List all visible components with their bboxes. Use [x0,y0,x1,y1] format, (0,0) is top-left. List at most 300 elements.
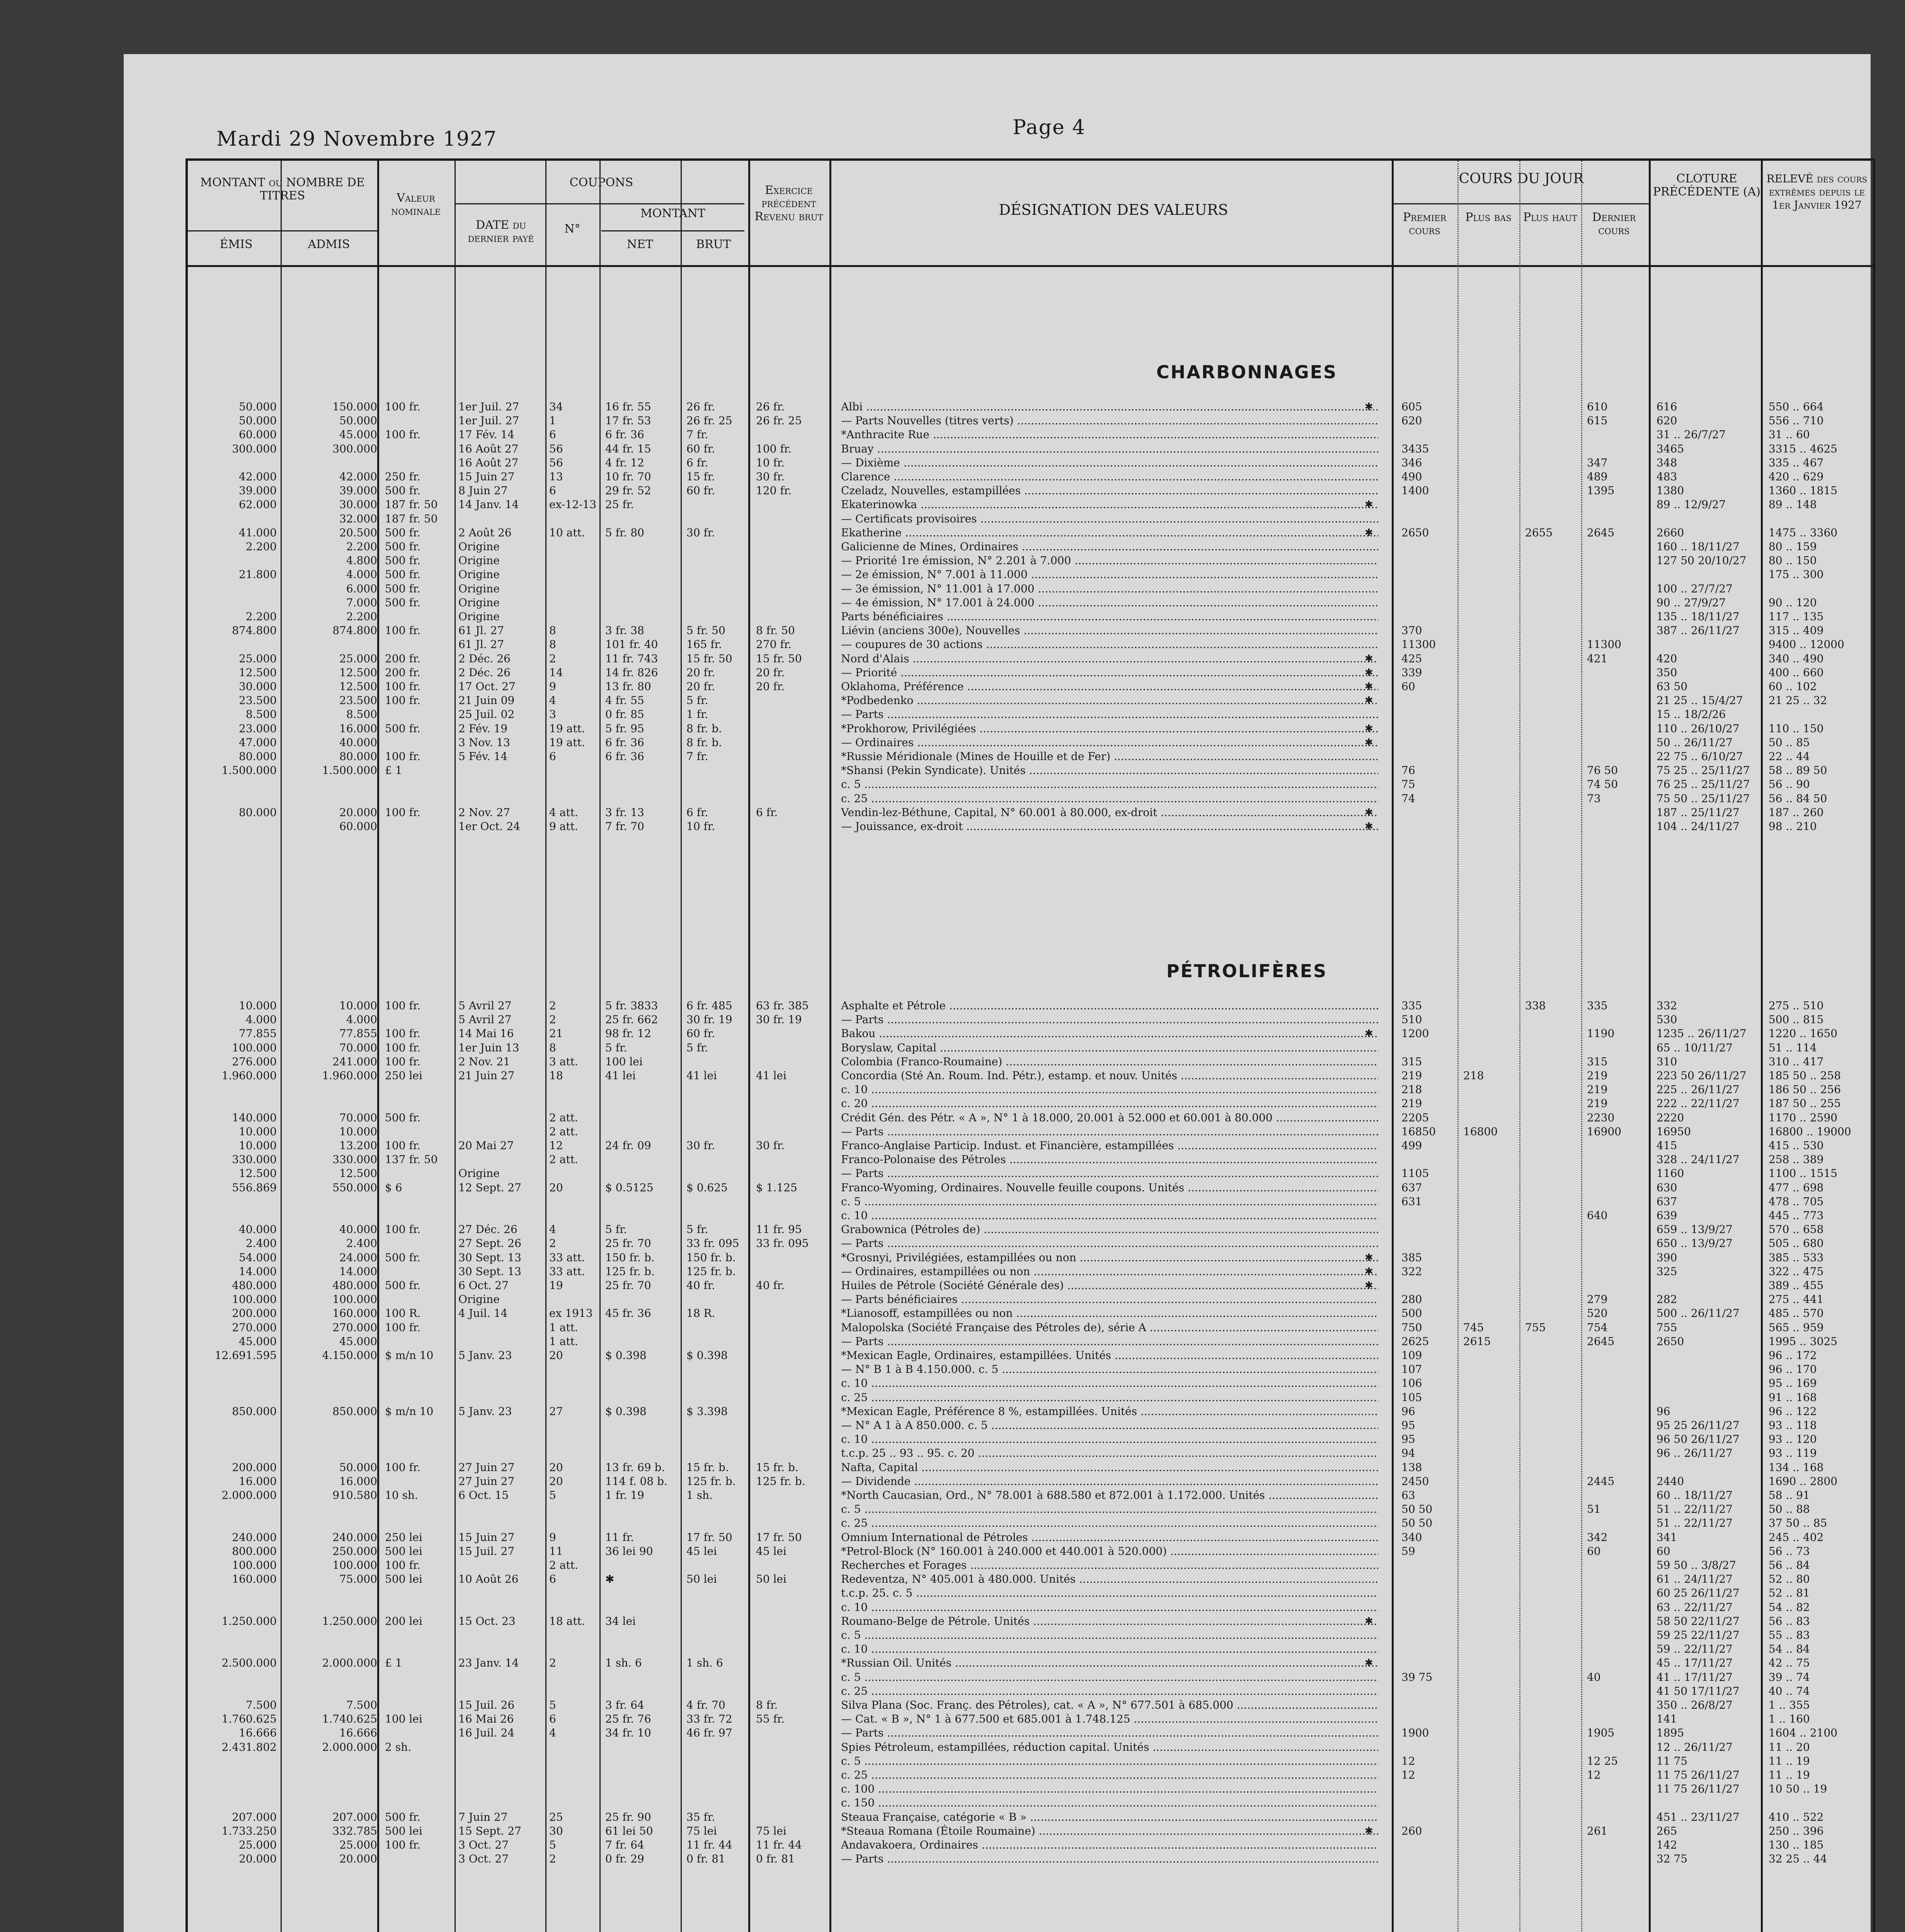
cell-nominal: 187 fr. 50 [385,512,438,525]
cell-premier-cours: 1400 [1401,484,1429,497]
cell-admis: 100.000 [332,1293,377,1306]
cell-cloture: 127 50 20/10/27 [1656,554,1747,567]
header-no: N° [564,222,581,236]
cell-designation: — Parts ..... [841,1125,1378,1138]
cell-designation: — Certificats provisoires ..... [841,512,1378,526]
cell-emis: 21.800 [239,568,277,581]
cell-dernier-cours: 1190 [1587,1027,1615,1040]
cell-premier-cours: 370 [1401,624,1422,637]
cell-releve: 3315 .. 4625 [1769,442,1838,455]
cell-designation: *Russie Méridionale (Mines de Houille et de Fer) ..... [841,750,1378,763]
cell-coupon-net: 4 fr. 55 [605,694,644,707]
cell-coupon-net: 11 fr. [605,1531,634,1544]
cell-coupon-no: 6 [549,484,556,497]
cell-admis: 13.200 [339,1139,377,1152]
cell-designation: *North Caucasian, Ord., N° 78.001 à 688.580 et 872.001 à 1.172.000. Unités ..... [841,1489,1378,1502]
cell-emis: 2.000.000 [221,1489,277,1502]
cell-emis: 12.691.595 [215,1349,277,1362]
cell-dernier-cours: 489 [1587,470,1608,483]
cell-dernier-cours: 2645 [1587,526,1615,539]
cell-releve: 335 .. 467 [1769,456,1824,469]
cell-coupon-date: 6 Oct. 15 [458,1489,509,1502]
cell-emis: 39.000 [239,484,277,497]
cell-releve: 93 .. 118 [1769,1419,1817,1432]
cell-coupon-no: 34 [549,400,563,413]
cell-premier-cours: 750 [1401,1321,1422,1334]
cell-cloture: 63 .. 22/11/27 [1656,1600,1733,1614]
cell-coupon-brut: 40 fr. [686,1279,715,1292]
cell-nominal: 500 lei [385,1824,422,1837]
cell-revenu: 55 fr. [756,1713,785,1726]
cell-coupon-no: 10 att. [549,526,585,539]
asterisk-icon: ✱ [1365,527,1373,539]
cell-designation: *Mexican Eagle, Ordinaires, estampillées. Unités ..... [841,1349,1378,1362]
cell-admis: 850.000 [332,1405,377,1418]
table-row [188,1027,1873,1040]
cell-revenu: 8 fr. [756,1699,778,1711]
table-row [188,1656,1873,1670]
cell-designation: — N° A 1 à A 850.000. c. 5 ..... [841,1419,1378,1432]
cell-nominal: 100 fr. [385,999,420,1012]
cell-revenu: 20 fr. [756,666,785,679]
cell-premier-cours: 620 [1401,414,1422,427]
cell-designation: Silva Plana (Soc. Franç. des Pétroles), cat. « A », N° 677.501 à 685.000 ..... [841,1699,1378,1712]
header-date-col: DATE du dernier payé [468,218,534,245]
cell-nominal: £ 1 [385,1656,402,1670]
cell-designation: *Prokhorow, Privilégiées ..... [841,722,1378,735]
cell-admis: 20.500 [339,526,377,539]
cell-nominal: 500 fr. [385,1111,420,1124]
cell-cloture: 187 .. 25/11/27 [1656,806,1740,819]
cell-releve: 186 50 .. 256 [1769,1083,1841,1096]
cell-releve: 130 .. 185 [1769,1838,1824,1851]
cell-admis: 77.855 [339,1027,377,1040]
cell-coupon-no: 5 [549,1489,556,1502]
cell-nominal: 200 lei [385,1614,422,1628]
cell-releve: 56 .. 84 [1769,1559,1810,1571]
cell-designation: c. 5 ..... [841,1629,1378,1642]
cell-coupon-net: 13 fr. 69 b. [605,1461,665,1474]
cell-coupon-date: 16 Août 27 [458,442,519,455]
cell-nominal: 500 fr. [385,582,420,595]
cell-releve: 42 .. 75 [1769,1656,1810,1670]
cell-coupon-brut: 20 fr. [686,666,715,679]
cell-nominal: $ m/n 10 [385,1405,434,1418]
cell-premier-cours: 335 [1401,999,1422,1012]
header-montant: MONTANT ou NOMBRE DE TITRES [200,176,365,202]
cell-coupon-net: 24 fr. 09 [605,1139,651,1152]
cell-designation: c. 20 ..... [841,1097,1378,1110]
cell-coupon-brut: 165 fr. [686,638,722,651]
cell-admis: 14.000 [339,1265,377,1278]
cell-designation: Omnium International de Pétroles ..... [841,1531,1378,1544]
table-row [188,428,1873,441]
cell-dernier-cours: 279 [1587,1293,1608,1306]
cell-admis: 330.000 [332,1153,377,1166]
cell-cloture: 60 25 26/11/27 [1656,1587,1740,1600]
cell-nominal: 500 fr. [385,526,420,539]
cell-releve: 58 .. 89 50 [1769,764,1827,777]
cell-designation: Malopolska (Société Française des Pétroles de), série A ..... [841,1321,1378,1334]
header-exercice: Exercice précédent Revenu brut [754,184,823,223]
cell-nominal: 500 lei [385,1573,422,1586]
cell-designation: *Steaua Romana (Étoile Roumaine) ..... [841,1825,1378,1838]
table-row [188,498,1873,511]
cell-nominal: 2 sh. [385,1740,412,1753]
cell-emis: 240.000 [232,1531,277,1544]
cell-cloture: 41 50 17/11/27 [1656,1684,1740,1697]
cell-coupon-no: 20 [549,1475,563,1488]
cell-releve: 39 .. 74 [1769,1670,1810,1684]
cell-nominal: 500 fr. [385,1251,420,1264]
table-row [188,1825,1873,1838]
cell-nominal: 200 fr. [385,666,420,679]
cell-designation: Ekatherine ..... [841,526,1378,539]
cell-coupon-net: 5 fr. [605,1041,627,1054]
cell-coupon-no: 2 att. [549,1559,578,1571]
cell-admis: 39.000 [339,484,377,497]
cell-designation: t.c.p. 25. c. 5 ..... [841,1587,1378,1600]
cell-coupon-no: 56 [549,456,563,469]
cell-emis: 12.500 [239,666,277,679]
cell-coupon-no: 2 att. [549,1111,578,1124]
cell-designation: *Anthracite Rue ..... [841,428,1378,441]
cell-coupon-net: 5 fr. 80 [605,526,644,539]
cell-designation: Ekaterinowka ..... [841,498,1378,511]
cell-releve: 93 .. 120 [1769,1433,1817,1446]
cell-coupon-brut: 18 R. [686,1307,715,1320]
cell-releve: 322 .. 475 [1769,1265,1824,1278]
table-row [188,764,1873,777]
cell-cloture: 12 .. 26/11/27 [1656,1740,1733,1753]
cell-dernier-cours: 12 25 [1587,1754,1618,1767]
asterisk-icon: ✱ [1365,1280,1373,1291]
cell-dernier-cours: 335 [1587,999,1608,1012]
asterisk-icon: ✱ [1365,806,1373,818]
table-row [188,400,1873,413]
cell-cloture: 310 [1656,1055,1677,1068]
cell-premier-cours: 2450 [1401,1475,1429,1488]
cell-admis: 45.000 [339,428,377,441]
header-montant-c: MONTANT [640,207,705,220]
table-row [188,1153,1873,1166]
cell-coupon-net: 5 fr. 3833 [605,999,658,1012]
cell-admis: 270.000 [332,1321,377,1334]
cell-designation: — Parts ..... [841,1237,1378,1250]
cell-revenu: 45 lei [756,1544,787,1558]
cell-cloture: 2220 [1656,1111,1684,1124]
cell-dernier-cours: 11300 [1587,638,1622,651]
cell-nominal: 500 fr. [385,540,420,553]
cell-cloture: 755 [1656,1321,1677,1334]
cell-designation: Concordia (Sté An. Roum. Ind. Pétr.), estamp. et nouv. Unités ..... [841,1069,1378,1082]
cell-designation: Crédit Gén. des Pétr. « A », N° 1 à 18.000, 20.001 à 52.000 et 60.001 à 80.000 ..... [841,1111,1378,1124]
cell-emis: 16.666 [239,1726,277,1740]
cell-emis: 80.000 [239,750,277,763]
cell-admis: 1.250.000 [322,1614,377,1628]
cell-designation: Czeladz, Nouvelles, estampillées ..... [841,484,1378,497]
cell-releve: 565 .. 959 [1769,1321,1824,1334]
cell-releve: 1360 .. 1815 [1769,484,1838,497]
asterisk-icon: ✱ [1365,499,1373,511]
cell-admis: 7.500 [346,1699,377,1711]
cell-admis: 332.785 [332,1824,377,1837]
cell-coupon-date: 30 Sept. 13 [458,1251,521,1264]
cell-coupon-net: 114 f. 08 b. [605,1475,667,1488]
cell-cloture: 51 .. 22/11/27 [1656,1517,1733,1530]
cell-releve: 1690 .. 2800 [1769,1475,1838,1488]
cell-revenu: 125 fr. b. [756,1475,805,1488]
cell-coupon-net: 3 fr. 38 [605,624,644,637]
cell-nominal: 500 fr. [385,484,420,497]
cell-emis: 77.855 [239,1027,277,1040]
cell-coupon-date: 12 Sept. 27 [458,1181,521,1194]
cell-cloture: 1160 [1656,1167,1684,1180]
cell-cloture: 104 .. 24/11/27 [1656,820,1740,833]
cell-revenu: 11 fr. 95 [756,1223,802,1236]
header-plus-haut: Plus haut [1523,211,1577,224]
cell-emis: 42.000 [239,470,277,483]
table-row [188,736,1873,749]
cell-emis: 23.000 [239,722,277,735]
cell-nominal: 250 lei [385,1069,422,1082]
cell-coupon-brut: 60 fr. [686,442,715,455]
cell-designation: c. 25 ..... [841,1685,1378,1698]
cell-coupon-no: 3 [549,708,556,721]
cell-designation: — 3e émission, N° 11.001 à 17.000 ..... [841,582,1378,595]
cell-dernier-cours: 1395 [1587,484,1615,497]
cell-premier-cours: 50 50 [1401,1517,1433,1530]
cell-premier-cours: 499 [1401,1139,1422,1152]
cell-coupon-date: Origine [458,610,500,623]
cell-designation: c. 10 ..... [841,1643,1378,1656]
table-row [188,596,1873,609]
cell-designation: c. 25 ..... [841,1769,1378,1782]
asterisk-icon: ✱ [1365,723,1373,735]
cell-revenu: 41 lei [756,1069,787,1082]
cell-coupon-no: 19 att. [549,736,585,749]
cell-cloture: 616 [1656,400,1677,413]
cell-premier-cours: 76 [1401,764,1415,777]
table-row [188,1209,1873,1222]
header-valeur: Valeur nominale [391,191,441,218]
cell-nominal: 500 fr. [385,596,420,609]
cell-coupon-net: 16 fr. 55 [605,400,651,413]
cell-premier-cours: 2650 [1401,526,1429,539]
cell-revenu: 270 fr. [756,638,792,651]
cell-releve: 52 .. 80 [1769,1573,1810,1586]
cell-coupon-no: 20 [549,1349,563,1362]
cell-cloture: 75 50 .. 25/11/27 [1656,792,1750,805]
cell-coupon-date: 5 Fév. 14 [458,750,508,763]
cell-coupon-date: 27 Juin 27 [458,1461,515,1474]
table-row [188,1601,1873,1614]
cell-revenu: 10 fr. [756,456,785,469]
cell-coupon-no: 25 [549,1810,563,1823]
table-row [188,442,1873,456]
cell-admis: 12.500 [339,666,377,679]
cell-cloture: 390 [1656,1251,1677,1264]
cell-revenu: 50 lei [756,1573,787,1586]
cell-emis: 100.000 [232,1559,277,1571]
header-premier: Premier cours [1403,211,1447,237]
cell-emis: 25.000 [239,1838,277,1851]
cell-admis: 2.000.000 [322,1740,377,1753]
cell-admis: 12.500 [339,680,377,693]
cell-coupon-brut: 5 fr. 50 [686,624,725,637]
cell-admis: 16.666 [339,1726,377,1740]
cell-coupon-no: 6 [549,1573,556,1586]
cell-premier-cours: 280 [1401,1293,1422,1306]
cell-releve: 11 .. 19 [1769,1769,1810,1781]
cell-cloture: 59 50 .. 3/8/27 [1656,1559,1736,1571]
cell-coupon-net: 44 fr. 15 [605,442,651,455]
cell-dernier-cours: 12 [1587,1769,1601,1781]
cell-cloture: 100 .. 27/7/27 [1656,582,1733,595]
cell-coupon-date: 1er Juil. 27 [458,414,519,427]
cell-coupon-date: 5 Janv. 23 [458,1405,512,1418]
cell-admis: 80.000 [339,750,377,763]
cell-emis: 23.500 [239,694,277,707]
cell-cloture: 89 .. 12/9/27 [1656,498,1726,511]
cell-cloture: 32 75 [1656,1852,1688,1866]
cell-revenu: 17 fr. 50 [756,1531,802,1544]
cell-cloture: 31 .. 26/7/27 [1656,428,1726,441]
cell-coupon-date: Origine [458,1167,500,1180]
cell-revenu: 20 fr. [756,680,785,693]
cell-premier-cours: 105 [1401,1391,1422,1404]
cell-designation: — Cat. « B », N° 1 à 677.500 et 685.001 à 1.748.125 ..... [841,1713,1378,1726]
table-row [188,1671,1873,1684]
cell-coupon-no: 2 [549,1852,556,1866]
cell-admis: 40.000 [339,736,377,749]
cell-admis: 550.000 [332,1181,377,1194]
cell-admis: 250.000 [332,1544,377,1558]
cell-coupon-date: 1er Juin 13 [458,1041,519,1054]
cell-coupon-date: 3 Oct. 27 [458,1852,509,1866]
cell-coupon-brut: 1 sh. 6 [686,1656,723,1670]
cell-designation: Redeventza, N° 405.001 à 480.000. Unités ..... [841,1573,1378,1586]
cell-nominal: 100 fr. [385,1055,420,1068]
cell-admis: 25.000 [339,652,377,665]
cell-emis: 60.000 [239,428,277,441]
cell-coupon-no: 5 [549,1838,556,1851]
cell-designation: Franco-Polonaise des Pétroles ..... [841,1153,1378,1166]
cell-premier-cours: 510 [1401,1013,1422,1026]
table-row [188,694,1873,707]
cell-coupon-net: 36 lei 90 [605,1544,653,1558]
header-admis: ADMIS [308,238,350,251]
cell-releve: 415 .. 530 [1769,1139,1824,1152]
cell-coupon-date: Origine [458,1293,500,1306]
table-row [188,512,1873,526]
cell-coupon-date: 61 Jl. 27 [458,624,504,637]
cell-releve: 93 .. 119 [1769,1447,1817,1460]
cell-emis: 2.200 [245,540,277,553]
cell-premier-cours: 3435 [1401,442,1429,455]
cell-dernier-cours: 1905 [1587,1726,1615,1740]
cell-emis: 1.250.000 [221,1614,277,1628]
cell-designation: Bakou ..... [841,1027,1378,1040]
cell-emis: 25.000 [239,652,277,665]
header-emis: ÉMIS [220,238,253,251]
cell-emis: 1.960.000 [221,1069,277,1082]
cell-coupon-no: 33 att. [549,1265,585,1278]
cell-revenu: 30 fr. 19 [756,1013,802,1026]
cell-releve: 245 .. 402 [1769,1531,1824,1544]
cell-designation: Clarence ..... [841,470,1378,483]
cell-revenu: $ 1.125 [756,1181,797,1194]
cell-coupon-brut: 5 fr. [686,1223,708,1236]
cell-nominal: $ m/n 10 [385,1349,434,1362]
cell-releve: 95 .. 169 [1769,1377,1817,1390]
cell-releve: 550 .. 664 [1769,400,1824,413]
table-row [188,1643,1873,1656]
cell-admis: 1.500.000 [322,764,377,777]
cell-designation: — Priorité 1re émission, N° 2.201 à 7.000 ..... [841,554,1378,567]
cell-cloture: 58 50 22/11/27 [1656,1614,1740,1628]
cell-admis: 1.960.000 [322,1069,377,1082]
cell-releve: 400 .. 660 [1769,666,1824,679]
cell-coupon-date: 27 Juin 27 [458,1475,515,1488]
cell-coupon-brut: 8 fr. b. [686,736,722,749]
cell-plus-bas: 2615 [1463,1335,1491,1348]
cell-nominal: 500 fr. [385,722,420,735]
cell-admis: 241.000 [332,1055,377,1068]
cell-coupon-no: 2 [549,1237,556,1250]
cell-nominal: 100 fr. [385,1139,420,1152]
table-row [188,820,1873,833]
cell-admis: 100.000 [332,1559,377,1571]
cell-releve: 90 .. 120 [1769,596,1817,609]
cell-coupon-date: 2 Août 26 [458,526,512,539]
cell-admis: 70.000 [339,1041,377,1054]
cell-coupon-brut: 30 fr. [686,1139,715,1152]
cell-coupon-date: 15 Juil. 26 [458,1699,515,1711]
header-designation: DÉSIGNATION DES VALEURS [999,201,1228,218]
cell-designation: Asphalte et Pétrole ..... [841,999,1378,1012]
cell-coupon-net: 17 fr. 53 [605,414,651,427]
cell-coupon-no: 2 [549,999,556,1012]
table-row [188,1195,1873,1208]
cell-plus-bas: 16800 [1463,1125,1498,1138]
cell-cloture: 11 75 26/11/27 [1656,1782,1740,1796]
cell-designation: Boryslaw, Capital ..... [841,1041,1378,1054]
cell-cloture: 96 [1656,1405,1670,1418]
cell-designation: *Lianosoff, estampillées ou non ..... [841,1307,1378,1320]
cell-coupon-net: 25 fr. [605,498,634,511]
cell-coupon-net: 1 fr. 19 [605,1489,644,1502]
cell-revenu: 8 fr. 50 [756,624,795,637]
cell-cloture: 95 25 26/11/27 [1656,1419,1740,1432]
cell-premier-cours: 605 [1401,400,1422,413]
cell-coupon-brut: 5 fr. [686,1041,708,1054]
cell-dernier-cours: 315 [1587,1055,1608,1068]
cell-cloture: 135 .. 18/11/27 [1656,610,1740,623]
cell-emis: 2.200 [245,610,277,623]
cell-premier-cours: 75 [1401,778,1415,791]
cell-releve: 16800 .. 19000 [1769,1125,1851,1138]
cell-coupon-net: 4 fr. 12 [605,456,644,469]
cell-nominal: 100 fr. [385,680,420,693]
cell-coupon-brut: $ 0.625 [686,1181,728,1194]
cell-cloture: 1235 .. 26/11/27 [1656,1027,1747,1040]
cell-coupon-no: ex-12-13 [549,498,597,511]
cell-cloture: 141 [1656,1713,1677,1726]
cell-coupon-date: 15 Oct. 23 [458,1614,516,1628]
cell-admis: 10.000 [339,1125,377,1138]
cell-releve: 556 .. 710 [1769,414,1824,427]
